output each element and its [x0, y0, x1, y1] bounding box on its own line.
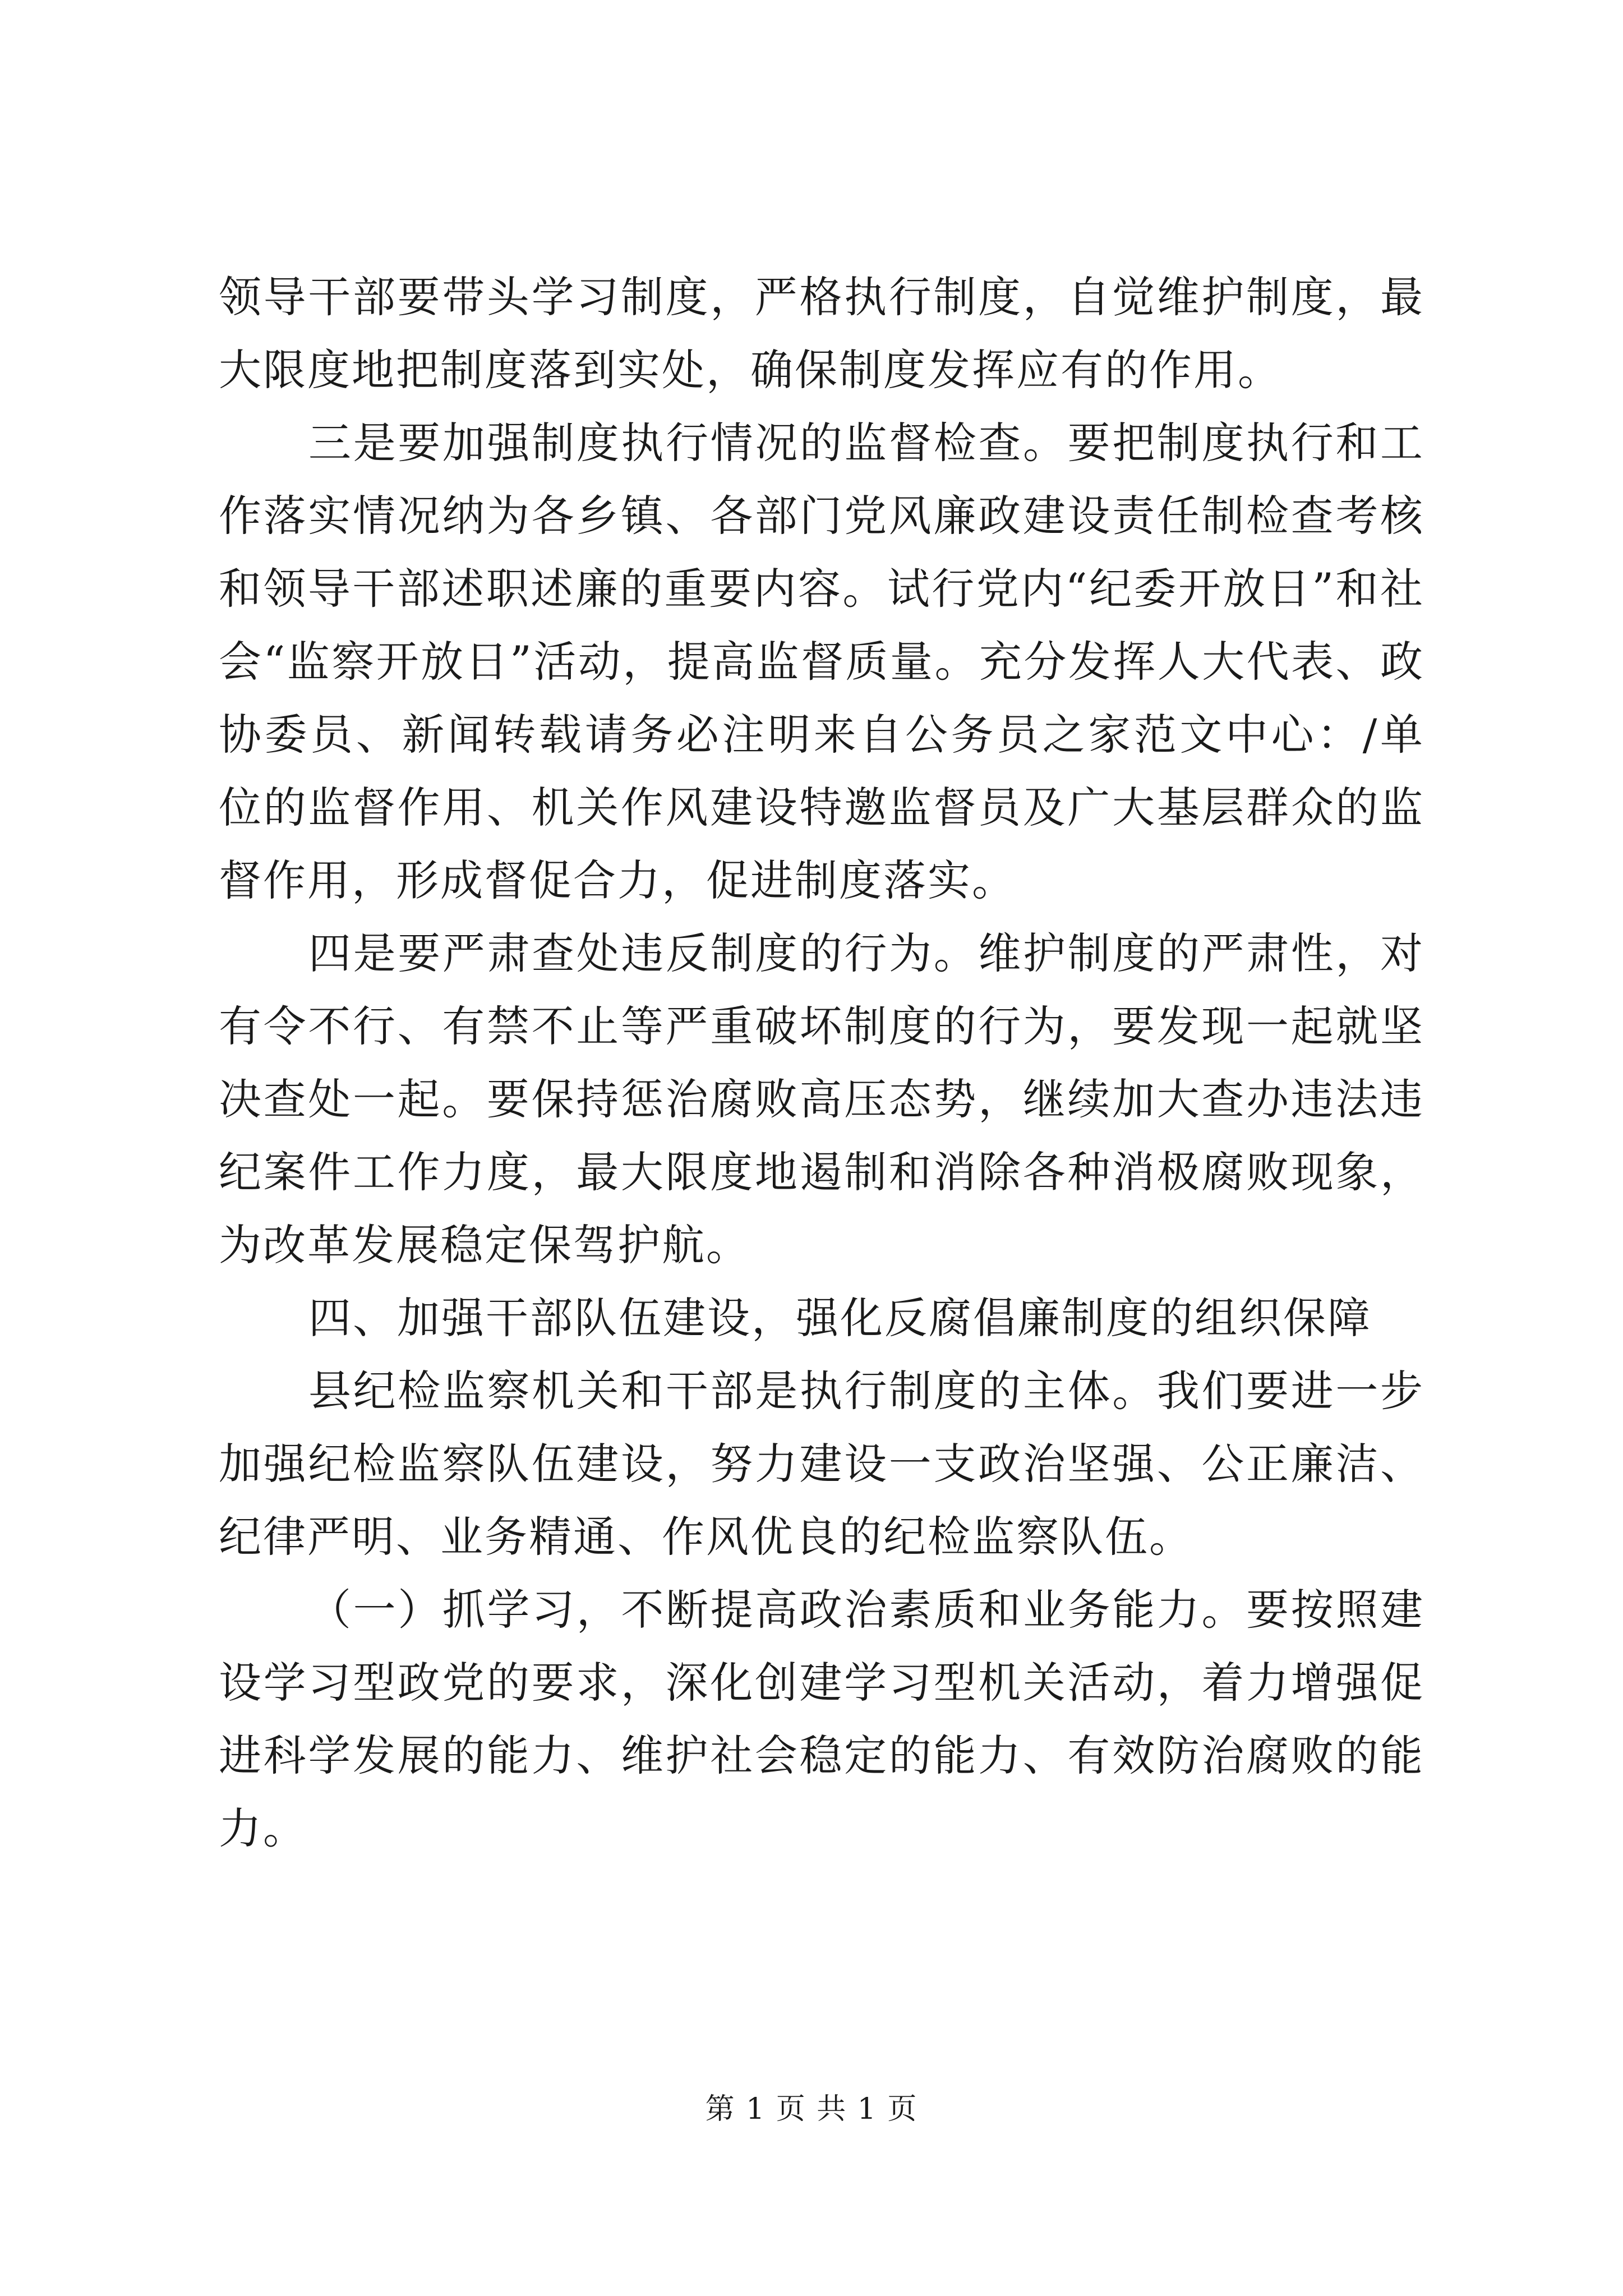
paragraph-2: 三是要加强制度执行情况的监督检查。要把制度执行和工作落实情况纳为各乡镇、各部门党风廉政建设责任制检查考核和领导干部述职述廉的重要内容。试行党内“纪委开放日”和社会“监察开放日”活动，提高监督质量。充分发挥人大代表、政协委员、新闻转载请务必注明来自公务员之家范文中心：/单位的监督作用、机关作风建设特邀监督员及广大基层群众的监督作用，形成督促合力，促进制度落实。 — [219, 418, 1424, 905]
page-number-footer: 第 1 页 共 1 页 — [705, 2092, 918, 2126]
paragraph-6: （一）抓学习，不断提高政治素质和业务能力。要按照建设学习型政党的要求，深化创建学习型机关活动，着力增强促进科学发展的能力、维护社会稳定的能力、有效防治腐败的能力。 — [219, 1585, 1424, 1853]
document-body — [219, 261, 1424, 1865]
paragraph-5: 县纪检监察机关和干部是执行制度的主体。我们要进一步加强纪检监察队伍建设，努力建设一支政治坚强、公正廉洁、纪律严明、业务精通、作风优良的纪检监察队伍。 — [219, 1366, 1424, 1562]
paragraph-1: 领导干部要带头学习制度，严格执行制度，自觉维护制度，最大限度地把制度落到实处，确保制度发挥应有的作用。 — [219, 272, 1424, 395]
paragraph-3: 四是要严肃查处违反制度的行为。维护制度的严肃性，对有令不行、有禁不止等严重破坏制度的行为，要发现一起就坚决查处一起。要保持惩治腐败高压态势，继续加大查办违法违纪案件工作力度，最大限度地遏制和消除各种消极腐败现象，为改革发展稳定保驾护航。 — [219, 928, 1424, 1270]
section-heading: 四、加强干部队伍建设，强化反腐倡廉制度的组织保障 — [308, 1293, 1372, 1343]
